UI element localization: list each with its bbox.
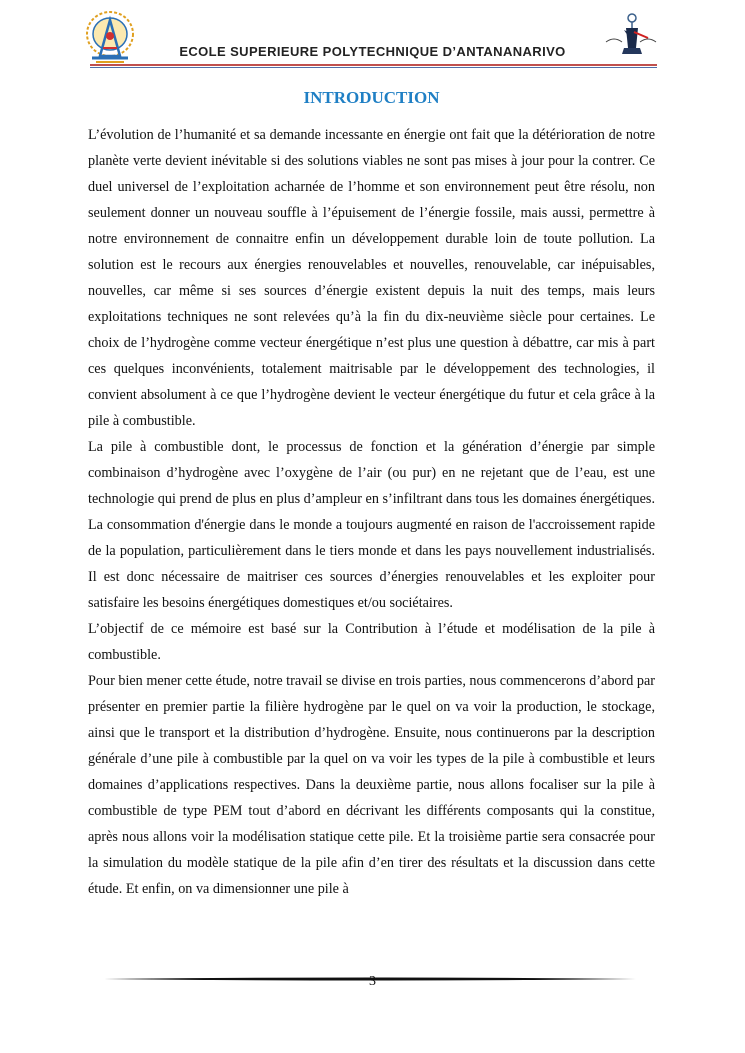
- header-rule-red: [90, 64, 657, 66]
- footer-divider: [104, 968, 640, 972]
- header-rule-blue: [90, 67, 657, 68]
- paragraph-4: Pour bien mener cette étude, notre travail se divise en trois parties, nous commencerons d’abord par présenter en premier partie la filière hydrogène par le quel on va voir la production, le stockage, ainsi que le transport et la distribution d’hydrogène. Ensuite, nous continuerons par la description générale d’une pile à combustible par la quel on va voir les types de la pile à combustible et leurs domaines d’applications respectives. Dans la deuxième partie, nous allons focaliser sur la pile à combustible de type PEM tout d’abord en décrivant les différents composants qui la constitue, après nous allons voir la modélisation statique cette pile. Et la troisième partie sera consacrée pour la simulation du modèle statique de la pile afin d’en tirer des résultats et la discussion dans cette étude. Et enfin, on va dimensionner une pile à: [88, 673, 655, 897]
- page-title: INTRODUCTION: [303, 88, 440, 107]
- document-body: [88, 122, 655, 902]
- page-number: 3: [369, 974, 376, 989]
- department-emblem-icon: [604, 8, 658, 64]
- paragraph-3: L’objectif de ce mémoire est basé sur la Contribution à l’étude et modélisation de la pile à combustible.: [88, 621, 655, 663]
- paragraph-1: L’évolution de l’humanité et sa demande incessante en énergie ont fait que la détérioration de notre planète verte devient inévitable si des solutions viables ne sont pas mises à jour pour la contrer. Ce duel universel de l’exploitation acharnée de l’homme et son environnement peut être résolu, non seulement donner un nouveau souffle à l’épuisement de l’énergie fossile, mais aussi, permettre à notre environnement de connaitre enfin un développement durable loin de toute pollution. La solution est le recours aux énergies renouvelables et nouvelles, renouvelable, car inépuisables, nouvelles, car même si ses sources d’énergie existent depuis la nuit des temps, mais leurs exploitations techniques ne sont relevées qu’à la fin du dix-neuvième siècle pour certaines. Le choix de l’hydrogène comme vecteur énergétique n’est plus une question à débattre, car mis à part ces quelques inconvénients, totalement maitrisable par le développement des technologies, il convient absolument à ce que l’hydrogène devient le vecteur énergétique du futur et cela grâce à la pile à combustible.: [88, 127, 655, 429]
- paragraph-2: La pile à combustible dont, le processus de fonction et la génération d’énergie par simple combinaison d’hydrogène avec l’oxygène de l’air (ou pur) en ne rejetant que de l’eau, est une technologie qui prend de plus en plus d’ampleur en s’infiltrant dans tous les domaines énergétiques. La consommation d'énergie dans le monde a toujours augmenté en raison de l'accroissement rapide de la population, particulièrement dans le tiers monde et dans les pays nouvellement industrialisés. Il est donc nécessaire de maitriser ces sources d’énergies renouvelables et les exploiter pour satisfaire les besoins énergétiques domestiques et/ou sociétaires.: [88, 439, 655, 611]
- institution-name: ECOLE SUPERIEURE POLYTECHNIQUE D’ANTANANARIVO: [179, 44, 566, 59]
